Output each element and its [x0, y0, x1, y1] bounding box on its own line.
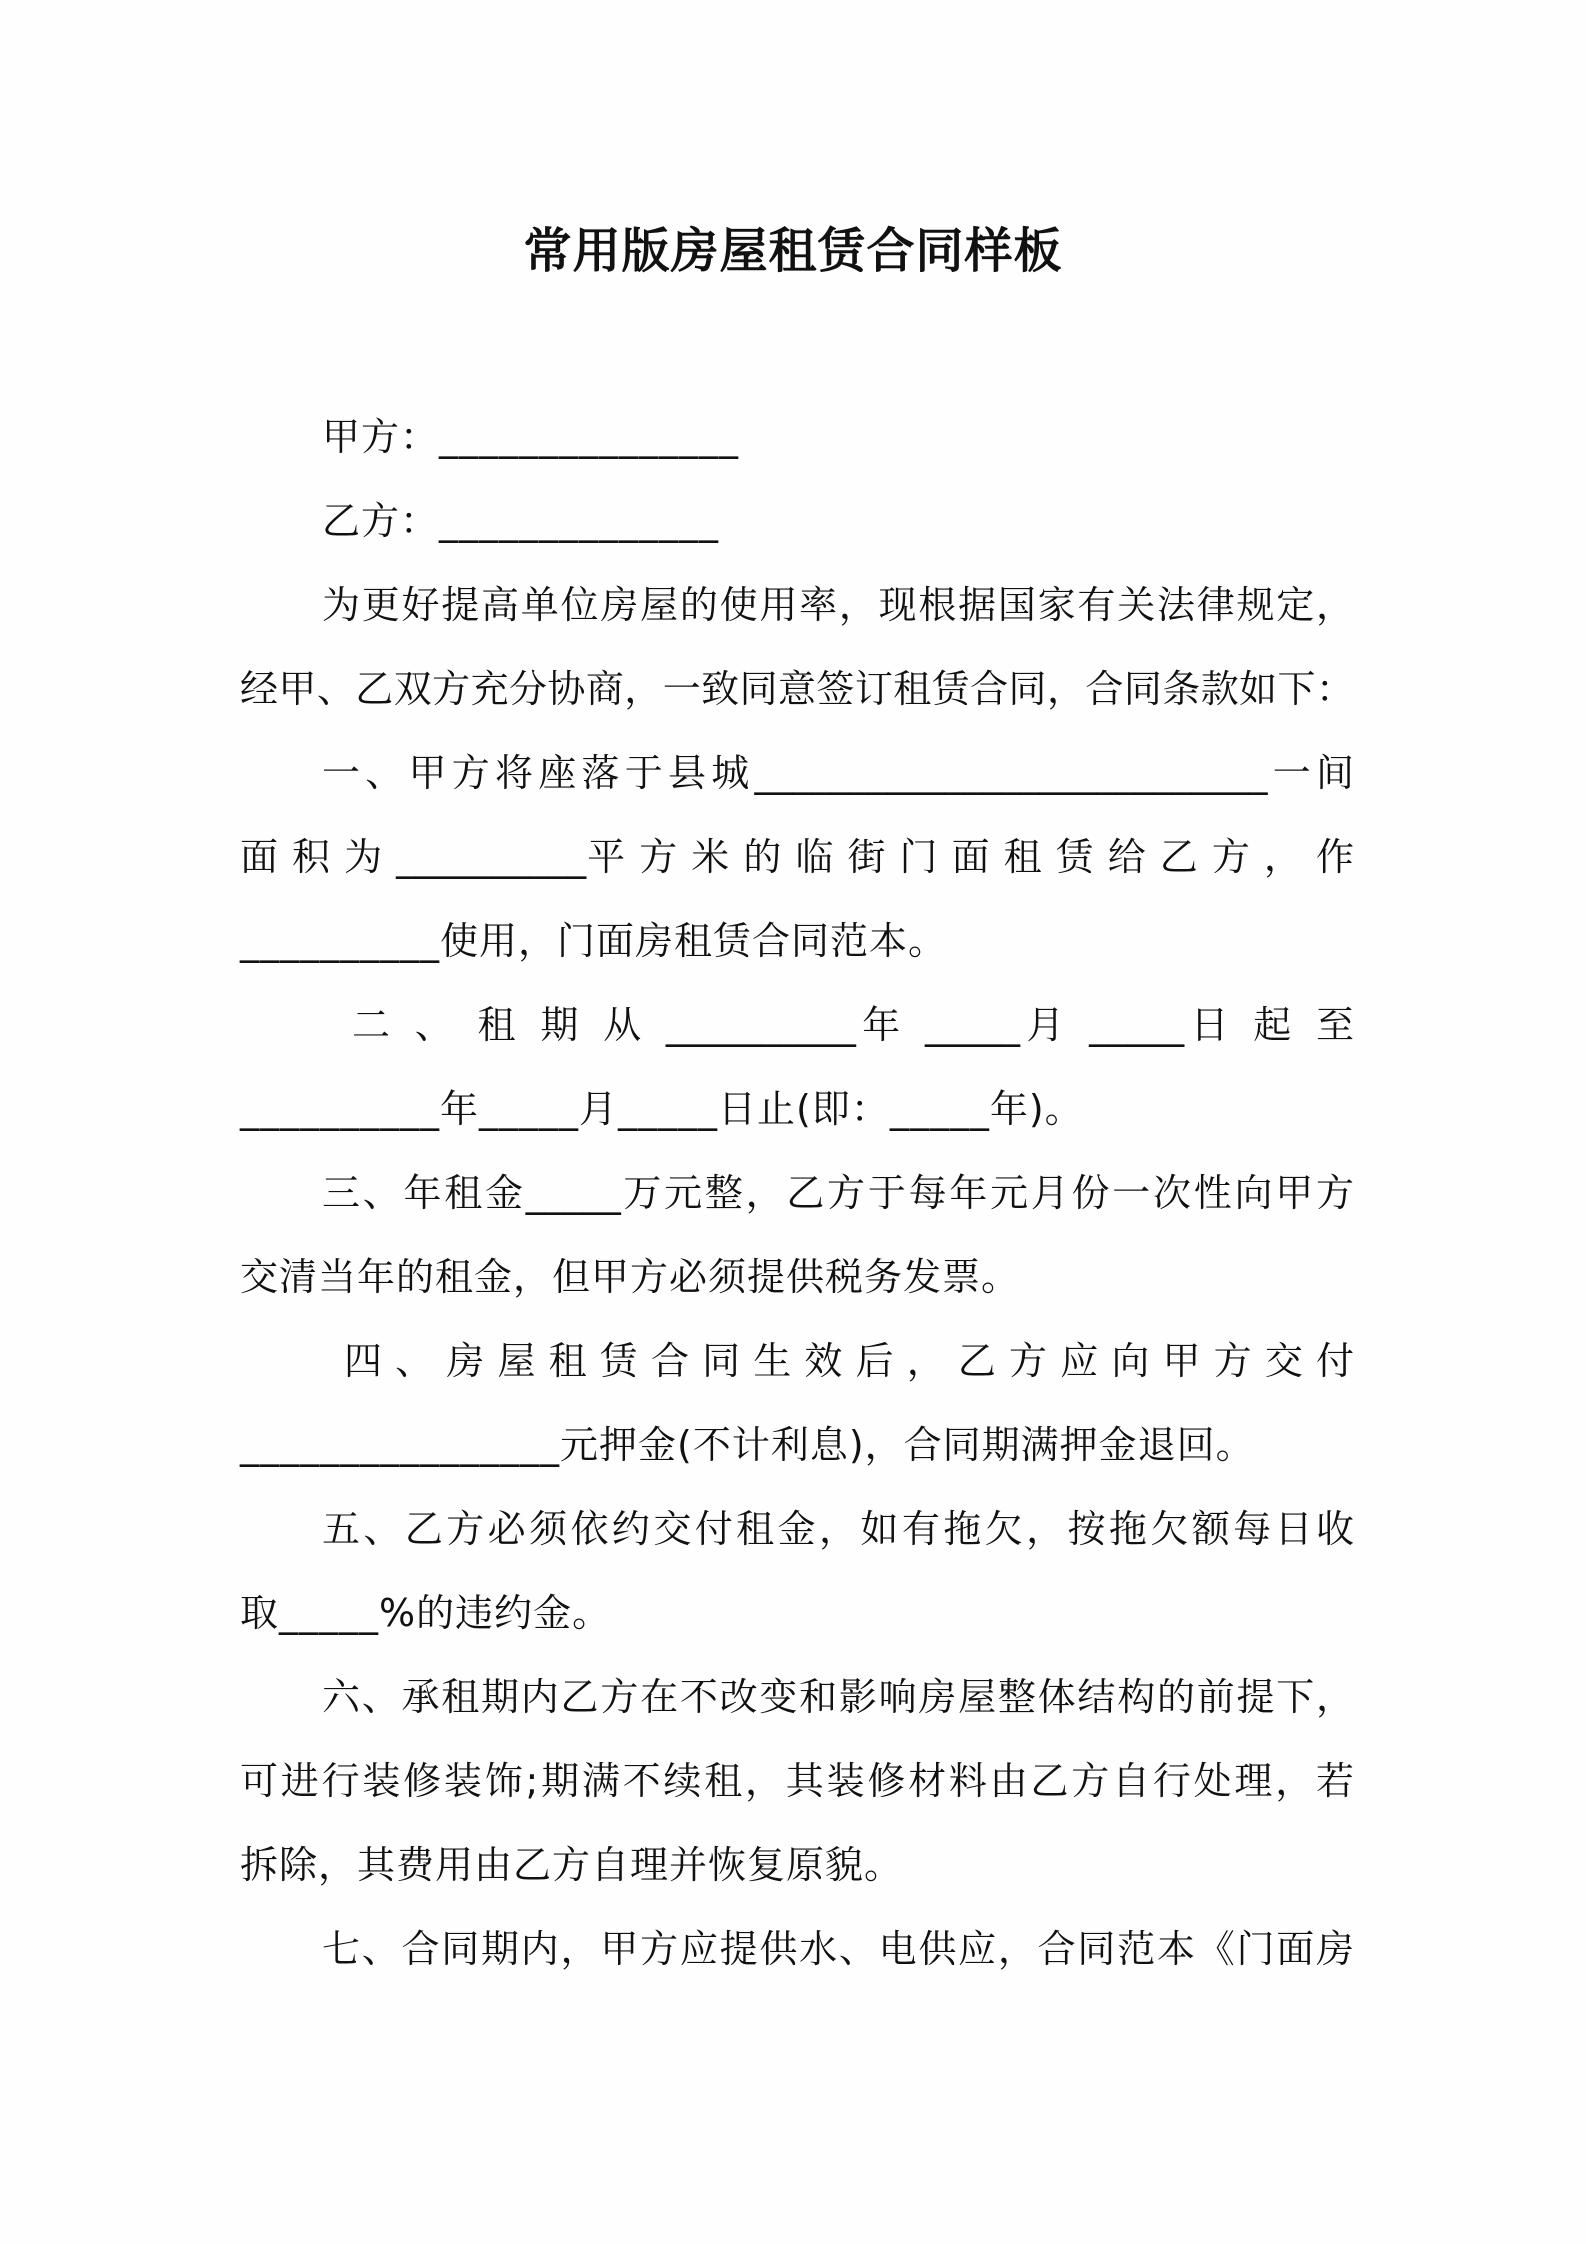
clause-4-line: ________________元押金(不计利息)，合同期满押金退回。 — [240, 1423, 1255, 1467]
clause-6-line: 拆除，其费用由乙方自理并恢复原貌。 — [240, 1843, 904, 1887]
party-b-line: 乙方：______________ — [322, 499, 720, 543]
paragraph-line: 经甲、乙双方充分协商，一致同意签订租赁合同，合同条款如下： — [240, 667, 1354, 711]
clause-6-line: 可进行装修装饰;期满不续租，其装修材料由乙方自行处理，若 — [240, 1759, 1354, 1803]
clause-2-line: __________年_____月_____日止(即：_____年)。 — [240, 1087, 1084, 1131]
party-a-line: 甲方：_______________ — [322, 415, 740, 459]
clause-4-line: 四 、 房 屋 租 赁 合 同 生 效 后 ， 乙 方 应 向 甲 方 交 付 — [344, 1339, 1354, 1383]
clause-3-line: 交清当年的租金，但甲方必须提供税务发票。 — [240, 1255, 1021, 1299]
clause-5-line: 取_____%的违约金。 — [240, 1591, 612, 1635]
clause-1-line: __________使用，门面房租赁合同范本。 — [240, 919, 948, 963]
clause-3-line: 三、年租金_____万元整，乙方于每年元月份一次性向甲方 — [322, 1171, 1354, 1215]
clause-1-line: 面 积 为 __________平 方 米 的 临 街 门 面 租 赁 给 乙 方 ， 作 — [240, 835, 1354, 879]
clause-5-line: 五、乙方必须依约交付租金，如有拖欠，按拖欠额每日收 — [322, 1507, 1354, 1551]
paragraph-line: 为更好提高单位房屋的使用率，现根据国家有关法律规定， — [322, 583, 1354, 627]
clause-2-line: 二 、 租 期 从 __________年 _____月 _____日 起 至 — [352, 1003, 1354, 1047]
clause-7-line: 七、合同期内，甲方应提供水、电供应，合同范本《门面房 — [322, 1927, 1354, 1971]
clause-1-line: 一、甲方将座落于县城___________________________一间 — [322, 751, 1354, 795]
clause-6-line: 六、承租期内乙方在不改变和影响房屋整体结构的前提下， — [322, 1675, 1354, 1719]
document-title: 常用版房屋租赁合同样板 — [523, 223, 1063, 279]
